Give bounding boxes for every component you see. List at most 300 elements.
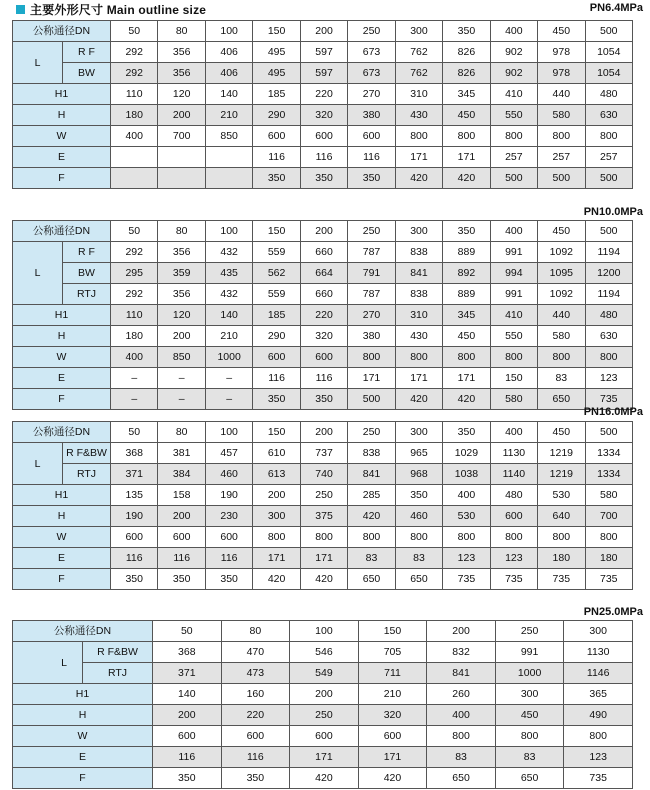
cell: 230 [205, 506, 252, 527]
cell: 1334 [585, 443, 632, 464]
cell: 500 [585, 221, 632, 242]
cell: 420 [253, 569, 300, 590]
cell: 457 [205, 443, 252, 464]
cell: 838 [395, 284, 442, 305]
cell: 832 [427, 642, 496, 663]
cell: 762 [395, 63, 442, 84]
cell: 116 [153, 747, 222, 768]
cell: 826 [443, 63, 490, 84]
cell: 735 [538, 569, 585, 590]
cell: 300 [395, 21, 442, 42]
w-label: W [13, 126, 111, 147]
cell: 500 [585, 168, 632, 189]
cell: 1194 [585, 242, 632, 263]
h1-label: H1 [13, 485, 111, 506]
cell: 400 [490, 221, 537, 242]
cell: 1140 [490, 464, 537, 485]
cell: 978 [538, 63, 585, 84]
cell: 250 [300, 485, 347, 506]
cell: 250 [348, 21, 395, 42]
cell: 100 [290, 621, 359, 642]
cell: 800 [395, 347, 442, 368]
cell: 991 [490, 242, 537, 263]
cell: 800 [490, 527, 537, 548]
row-rtj [13, 663, 633, 684]
cell: 495 [253, 63, 300, 84]
cell: 250 [495, 621, 564, 642]
cell: 630 [585, 326, 632, 347]
row-e [13, 368, 633, 389]
f-label: F [13, 768, 153, 789]
cell: 550 [490, 326, 537, 347]
cell: 50 [111, 221, 158, 242]
cell: 711 [358, 663, 427, 684]
cell: 597 [300, 42, 347, 63]
cell: 1000 [205, 347, 252, 368]
cell: 480 [490, 485, 537, 506]
cell: 826 [443, 42, 490, 63]
cell: 200 [158, 105, 205, 126]
cell: – [205, 368, 252, 389]
row-rf [13, 42, 633, 63]
cell: 994 [490, 263, 537, 284]
row-rfbw [13, 443, 633, 464]
bw-label: BW [63, 63, 111, 84]
cell: 375 [300, 506, 347, 527]
h-label: H [13, 105, 111, 126]
cell: 123 [585, 368, 632, 389]
cell: 500 [585, 422, 632, 443]
row-h [13, 105, 633, 126]
cell: 450 [538, 422, 585, 443]
cell: 83 [348, 548, 395, 569]
cell [158, 168, 205, 189]
row-h [13, 506, 633, 527]
cell: 600 [490, 506, 537, 527]
cell: 110 [111, 84, 158, 105]
cell: 300 [253, 506, 300, 527]
cell: 190 [111, 506, 158, 527]
cell: 480 [585, 84, 632, 105]
cell: 350 [253, 168, 300, 189]
cell: 120 [158, 84, 205, 105]
table-pn10 [12, 220, 633, 410]
l-label: L [13, 443, 63, 485]
cell: 600 [253, 347, 300, 368]
cell: 1095 [538, 263, 585, 284]
rf-label: R F [63, 242, 111, 263]
cell: 800 [427, 726, 496, 747]
cell: 440 [538, 84, 585, 105]
cell: 600 [153, 726, 222, 747]
cell: 292 [111, 42, 158, 63]
cell [111, 168, 158, 189]
cell: 190 [205, 485, 252, 506]
cell: 1130 [490, 443, 537, 464]
cell: 185 [253, 305, 300, 326]
e-label: E [13, 747, 153, 768]
row-f [13, 768, 633, 789]
cell: 171 [443, 147, 490, 168]
w-label: W [13, 726, 153, 747]
cell: 735 [443, 569, 490, 590]
f-label: F [13, 168, 111, 189]
cell: 435 [205, 263, 252, 284]
cell: 1194 [585, 284, 632, 305]
row-h1 [13, 485, 633, 506]
rfbw-label: R F&BW [83, 642, 153, 663]
cell: 200 [290, 684, 359, 705]
cell: 800 [490, 347, 537, 368]
cell: 610 [253, 443, 300, 464]
cell: 1000 [495, 663, 564, 684]
cell [205, 168, 252, 189]
table-pn25 [12, 620, 633, 789]
cell: 1054 [585, 63, 632, 84]
cell: 250 [290, 705, 359, 726]
cell: 1092 [538, 284, 585, 305]
cell: 430 [395, 326, 442, 347]
cell: 116 [158, 548, 205, 569]
cell: 650 [348, 569, 395, 590]
row-w [13, 726, 633, 747]
cell: 838 [395, 242, 442, 263]
cell: 320 [358, 705, 427, 726]
cell: 371 [153, 663, 222, 684]
cell: 371 [111, 464, 158, 485]
pressure-label-pn10: PN10.0MPa [583, 206, 643, 218]
rtj-label: RTJ [63, 284, 111, 305]
row-h [13, 705, 633, 726]
dn-label: 公称通径DN [13, 422, 111, 443]
cell: 800 [585, 527, 632, 548]
cell: 530 [443, 506, 490, 527]
cell: 200 [158, 326, 205, 347]
table-pn6 [12, 20, 633, 189]
cell: 787 [348, 242, 395, 263]
row-w [13, 347, 633, 368]
cell: 420 [443, 168, 490, 189]
cell: 600 [253, 126, 300, 147]
cell: 257 [585, 147, 632, 168]
cell: 460 [205, 464, 252, 485]
pressure-label-pn16: PN16.0MPa [583, 406, 643, 418]
cell: 450 [538, 221, 585, 242]
cell: 350 [153, 768, 222, 789]
cell: 210 [205, 105, 252, 126]
cell: 800 [538, 347, 585, 368]
dn-label: 公称通径DN [13, 21, 111, 42]
page-title [16, 1, 206, 17]
cell: 1219 [538, 464, 585, 485]
cell: 1200 [585, 263, 632, 284]
cell: 902 [490, 42, 537, 63]
cell: 400 [490, 422, 537, 443]
cell: 200 [253, 485, 300, 506]
cell: 80 [158, 221, 205, 242]
cell: 406 [205, 42, 252, 63]
cell: – [111, 389, 158, 410]
cell: 1334 [585, 464, 632, 485]
row-h [13, 326, 633, 347]
cell: 171 [443, 368, 490, 389]
cell: 420 [348, 506, 395, 527]
cell: 200 [300, 21, 347, 42]
cell: 368 [153, 642, 222, 663]
cell: 200 [153, 705, 222, 726]
cell: 664 [300, 263, 347, 284]
cell [205, 147, 252, 168]
bw-label: BW [63, 263, 111, 284]
cell: 210 [205, 326, 252, 347]
cell: 200 [300, 221, 347, 242]
cell: 420 [395, 389, 442, 410]
cell: 171 [395, 147, 442, 168]
cell: 250 [348, 221, 395, 242]
cell: 660 [300, 284, 347, 305]
cell: 562 [253, 263, 300, 284]
cell: 400 [111, 126, 158, 147]
cell: 260 [427, 684, 496, 705]
cell: 546 [290, 642, 359, 663]
cell: 345 [443, 84, 490, 105]
cell: 650 [427, 768, 496, 789]
cell: 300 [395, 221, 442, 242]
cell: 650 [395, 569, 442, 590]
cell: 410 [490, 305, 537, 326]
cell: 320 [300, 105, 347, 126]
cell: 800 [564, 726, 633, 747]
cell: 800 [443, 347, 490, 368]
cell: 600 [358, 726, 427, 747]
cell: 356 [158, 42, 205, 63]
cell: 432 [205, 242, 252, 263]
cell: 450 [538, 21, 585, 42]
row-dn [13, 621, 633, 642]
cell [111, 147, 158, 168]
cell: 1146 [564, 663, 633, 684]
cell: 292 [111, 242, 158, 263]
cell: 470 [221, 642, 290, 663]
cell: 180 [585, 548, 632, 569]
cell: 549 [290, 663, 359, 684]
cell: 300 [495, 684, 564, 705]
cell: 50 [111, 21, 158, 42]
cell: 500 [538, 168, 585, 189]
cell: 450 [495, 705, 564, 726]
cell: 700 [585, 506, 632, 527]
cell: 180 [111, 326, 158, 347]
cell: 650 [495, 768, 564, 789]
cell: 310 [395, 84, 442, 105]
cell: 800 [300, 527, 347, 548]
cell: 292 [111, 63, 158, 84]
row-bw [13, 263, 633, 284]
cell: 220 [221, 705, 290, 726]
cell: 150 [490, 368, 537, 389]
f-label: F [13, 389, 111, 410]
cell: 600 [348, 126, 395, 147]
e-label: E [13, 368, 111, 389]
cell: 140 [205, 84, 252, 105]
l-label: L [13, 642, 83, 684]
cell: 100 [205, 422, 252, 443]
w-label: W [13, 527, 111, 548]
cell: 300 [564, 621, 633, 642]
cell: 410 [490, 84, 537, 105]
cell: 705 [358, 642, 427, 663]
cell: 171 [300, 548, 347, 569]
cell: 889 [443, 242, 490, 263]
cell: 600 [300, 347, 347, 368]
cell: 116 [253, 368, 300, 389]
cell: 800 [443, 126, 490, 147]
cell: 135 [111, 485, 158, 506]
cell: 406 [205, 63, 252, 84]
cell: 660 [300, 242, 347, 263]
row-dn [13, 221, 633, 242]
cell: 116 [205, 548, 252, 569]
cell [158, 147, 205, 168]
cell: 600 [111, 527, 158, 548]
cell: 359 [158, 263, 205, 284]
row-f [13, 168, 633, 189]
rtj-label: RTJ [83, 663, 153, 684]
cell: 735 [490, 569, 537, 590]
cell: 180 [111, 105, 158, 126]
dn-label: 公称通径DN [13, 221, 111, 242]
cell: 500 [490, 168, 537, 189]
cell: 791 [348, 263, 395, 284]
cell: 968 [395, 464, 442, 485]
cell: 597 [300, 63, 347, 84]
cell: 380 [348, 105, 395, 126]
cell: 158 [158, 485, 205, 506]
cell: 185 [253, 84, 300, 105]
cell: 800 [253, 527, 300, 548]
row-w [13, 126, 633, 147]
rf-label: R F [63, 42, 111, 63]
cell: 270 [348, 84, 395, 105]
cell: 432 [205, 284, 252, 305]
cell: 150 [253, 422, 300, 443]
cell: 171 [348, 368, 395, 389]
cell: 400 [443, 485, 490, 506]
cell: 1038 [443, 464, 490, 485]
cell: 420 [358, 768, 427, 789]
cell: 841 [427, 663, 496, 684]
cell: – [158, 389, 205, 410]
row-dn [13, 21, 633, 42]
cell: 180 [538, 548, 585, 569]
cell: 559 [253, 242, 300, 263]
cell: 991 [495, 642, 564, 663]
pressure-label-pn25: PN25.0MPa [583, 606, 643, 618]
cell: 350 [443, 422, 490, 443]
l-label: L [13, 42, 63, 84]
cell: 613 [253, 464, 300, 485]
cell: 116 [111, 548, 158, 569]
cell: 220 [300, 305, 347, 326]
cell: 838 [348, 443, 395, 464]
cell: 83 [395, 548, 442, 569]
cell: 356 [158, 242, 205, 263]
cell: 420 [300, 569, 347, 590]
cell: 350 [348, 168, 395, 189]
cell: 800 [395, 126, 442, 147]
row-rtj [13, 284, 633, 305]
cell: 1029 [443, 443, 490, 464]
cell: – [205, 389, 252, 410]
cell: 735 [585, 389, 632, 410]
cell: 673 [348, 63, 395, 84]
cell: 150 [358, 621, 427, 642]
cell: 800 [490, 126, 537, 147]
cell: 800 [585, 126, 632, 147]
cell: 171 [290, 747, 359, 768]
cell: 365 [564, 684, 633, 705]
f-label: F [13, 569, 111, 590]
cell: 290 [253, 326, 300, 347]
row-dn [13, 422, 633, 443]
table-pn16 [12, 421, 633, 590]
cell: 892 [443, 263, 490, 284]
cell: 762 [395, 42, 442, 63]
h1-label: H1 [13, 84, 111, 105]
cell: 978 [538, 42, 585, 63]
cell: 473 [221, 663, 290, 684]
cell: 100 [205, 21, 252, 42]
cell: 787 [348, 284, 395, 305]
cell: 200 [300, 422, 347, 443]
cell: 171 [253, 548, 300, 569]
cell: 600 [221, 726, 290, 747]
cell: 400 [490, 21, 537, 42]
cell: 600 [158, 527, 205, 548]
cell: 350 [395, 485, 442, 506]
cell: 116 [348, 147, 395, 168]
cell: 381 [158, 443, 205, 464]
cell: 740 [300, 464, 347, 485]
cell: 80 [158, 21, 205, 42]
cell: 350 [443, 221, 490, 242]
cell: 110 [111, 305, 158, 326]
cell: 257 [490, 147, 537, 168]
cell: 320 [300, 326, 347, 347]
cell: 200 [427, 621, 496, 642]
cell: 290 [253, 105, 300, 126]
row-h1 [13, 84, 633, 105]
cell: 80 [158, 422, 205, 443]
cell: 310 [395, 305, 442, 326]
cell: 116 [253, 147, 300, 168]
cell: 83 [495, 747, 564, 768]
cell: 120 [158, 305, 205, 326]
cell: 292 [111, 284, 158, 305]
row-f [13, 569, 633, 590]
cell: 490 [564, 705, 633, 726]
cell: – [111, 368, 158, 389]
cell: 600 [205, 527, 252, 548]
cell: 400 [111, 347, 158, 368]
cell: 50 [111, 422, 158, 443]
cell: 171 [358, 747, 427, 768]
rtj-label: RTJ [63, 464, 111, 485]
cell: 400 [427, 705, 496, 726]
cell: 841 [395, 263, 442, 284]
cell: 800 [495, 726, 564, 747]
cell: 350 [443, 21, 490, 42]
